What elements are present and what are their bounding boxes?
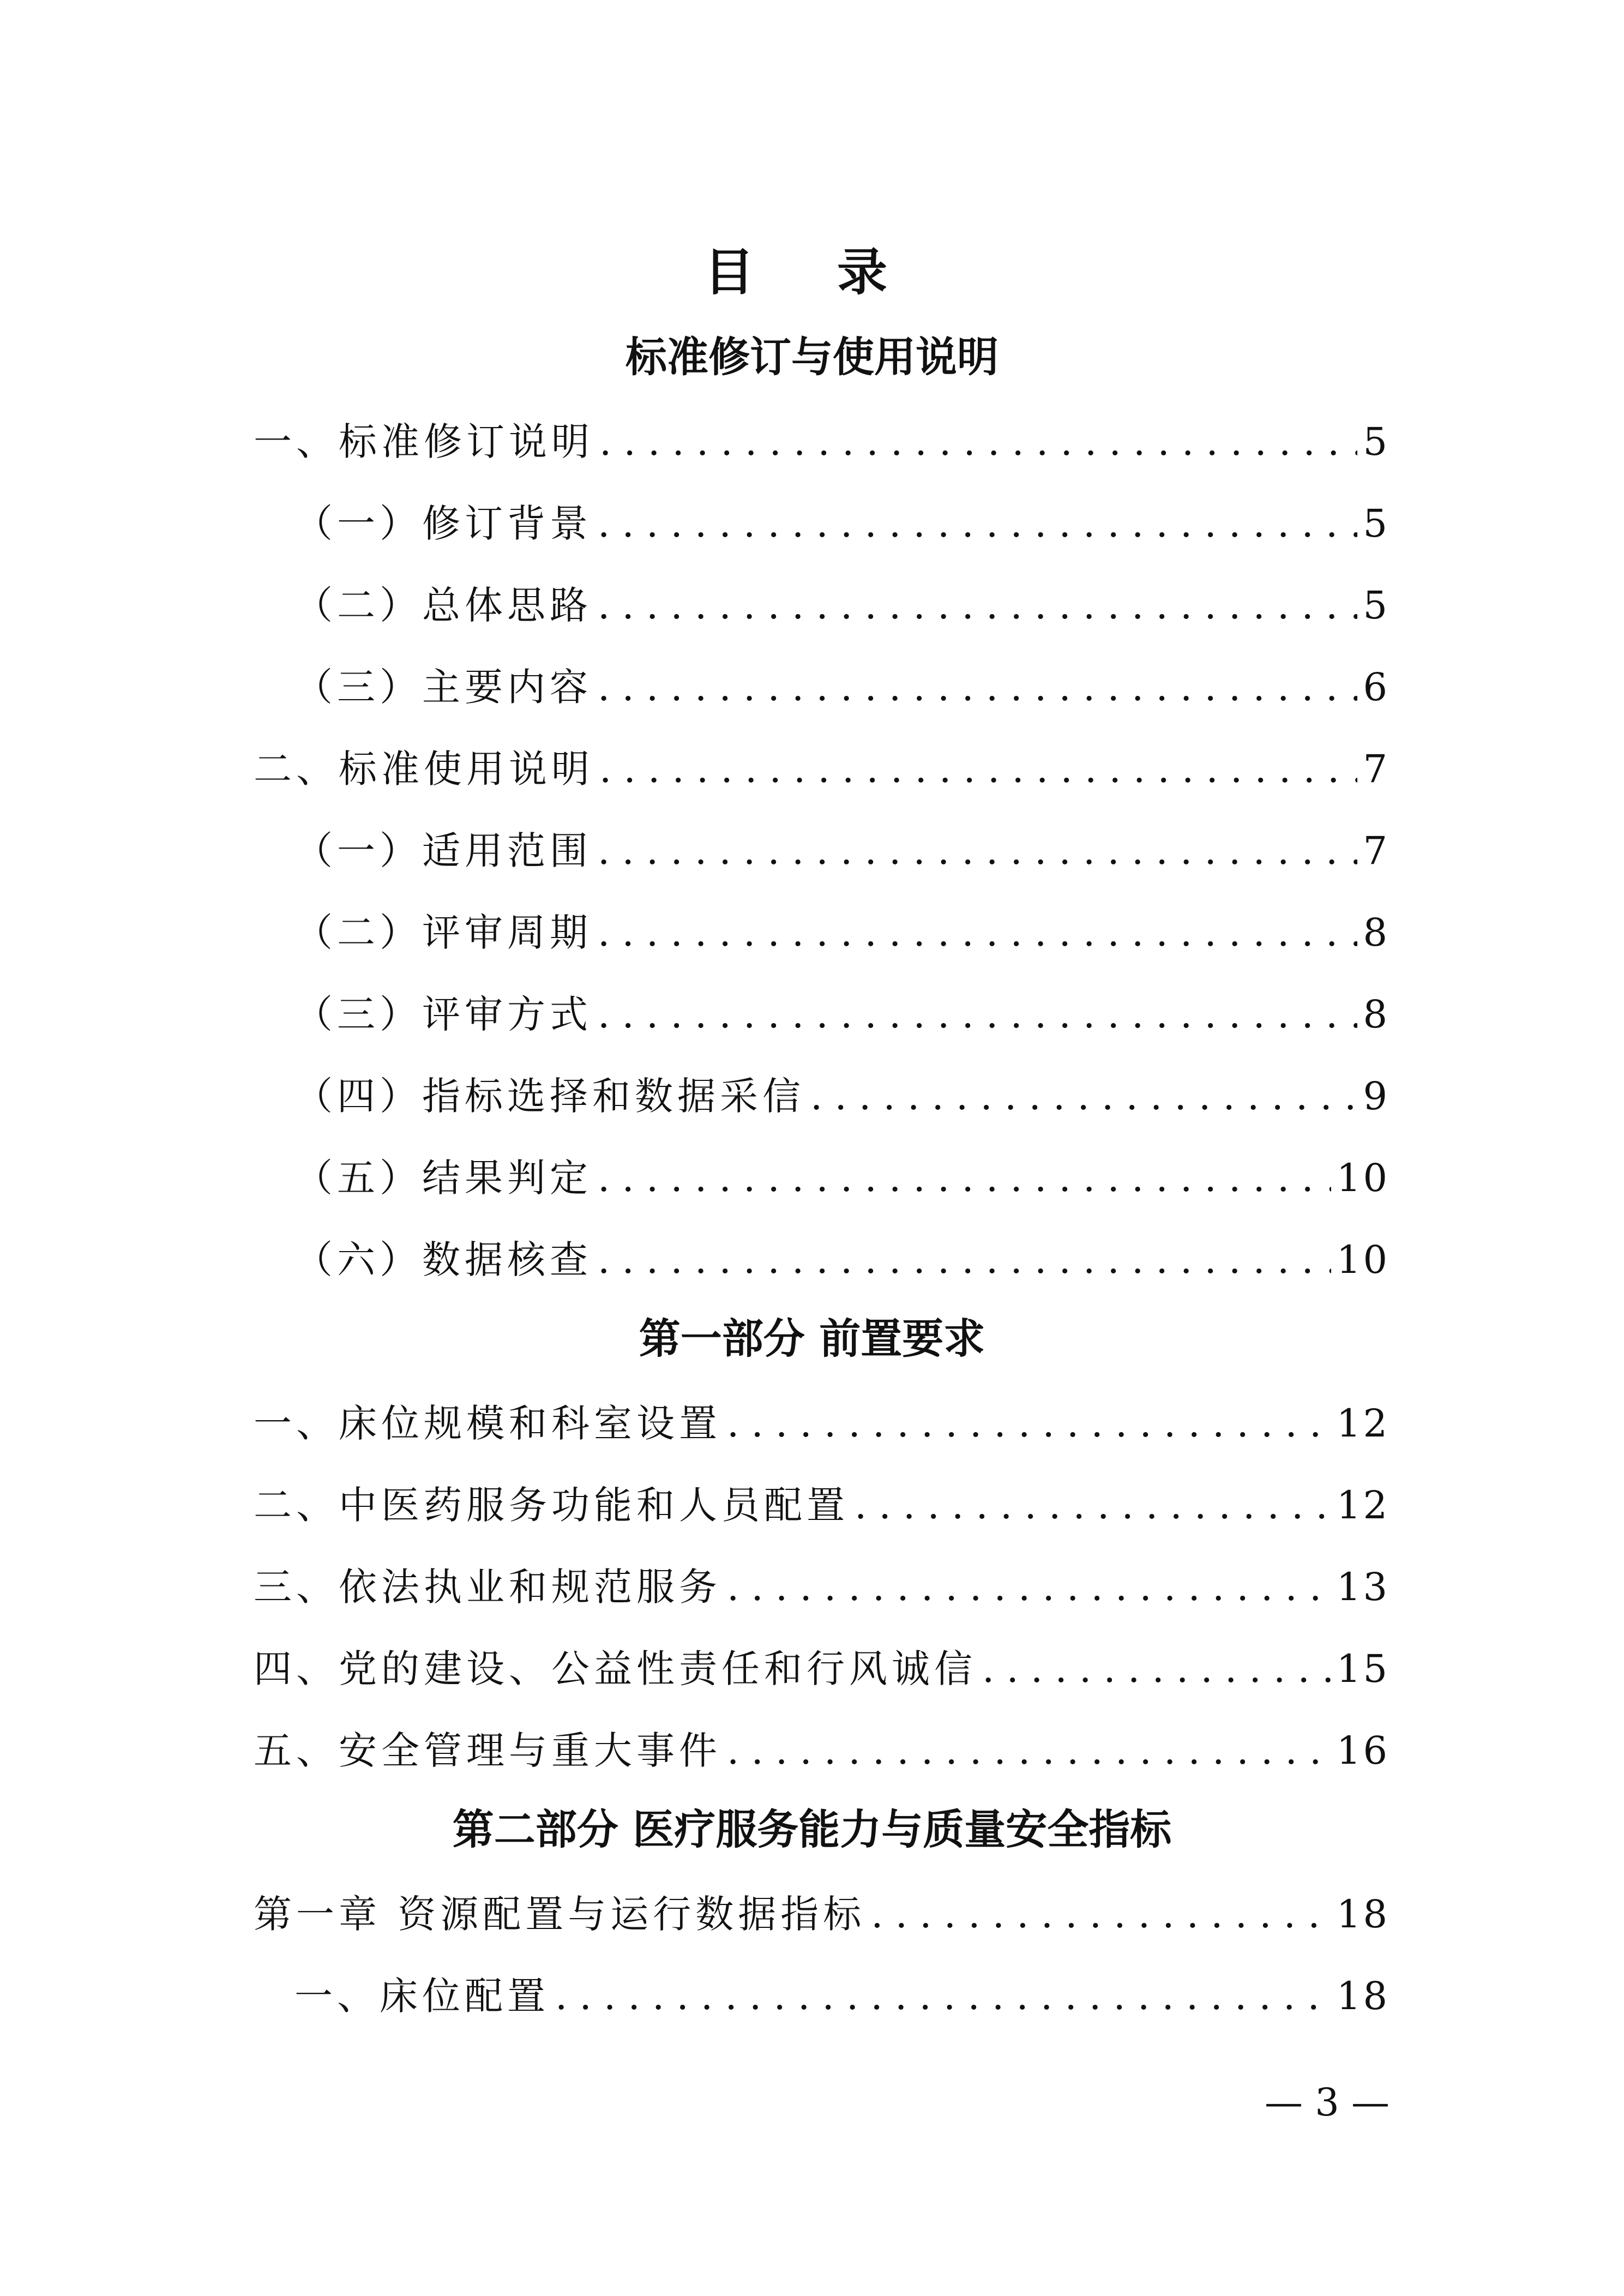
toc-entry[interactable] xyxy=(294,1233,1390,1287)
toc-entry-label: 一、床位配置 xyxy=(294,1974,550,2018)
toc-entry-label: （四）指标选择和数据采信 xyxy=(294,1074,805,1119)
page-title: 目 录 xyxy=(703,243,921,302)
toc-entry[interactable] xyxy=(294,1069,1390,1123)
toc-entry[interactable] xyxy=(254,1723,1390,1778)
toc-entry-page: 7 xyxy=(1363,747,1390,791)
toc-leader-dots xyxy=(727,1723,1331,1778)
toc-leader-dots xyxy=(727,1396,1331,1451)
toc-entry[interactable] xyxy=(254,414,1390,469)
toc-entry-page: 18 xyxy=(1336,1892,1390,1937)
toc-entry-page: 5 xyxy=(1363,501,1390,546)
toc-leader-dots xyxy=(598,578,1357,633)
toc-entry[interactable] xyxy=(254,1478,1390,1532)
toc-entry-page: 18 xyxy=(1336,1974,1390,2018)
toc-leader-dots xyxy=(598,1151,1331,1205)
toc-entry-label: 第一章 资源配置与运行数据指标 xyxy=(254,1892,866,1937)
toc-entry-label: 一、床位规模和科室设置 xyxy=(254,1401,721,1446)
toc-leader-dots xyxy=(810,1069,1357,1123)
toc-entry-label: （一）适用范围 xyxy=(294,828,592,873)
toc-leader-dots xyxy=(599,742,1357,796)
toc-leader-dots xyxy=(855,1478,1331,1532)
toc-entry-page: 13 xyxy=(1336,1565,1390,1609)
toc-entry-label: （六）数据核查 xyxy=(294,1237,592,1282)
toc-entry[interactable] xyxy=(294,824,1390,878)
toc-leader-dots xyxy=(598,987,1357,1042)
toc-entry[interactable] xyxy=(254,1396,1390,1451)
section-heading-part-two: 第二部分 医疗服务能力与质量安全指标 xyxy=(452,1805,1172,1854)
toc-entry-page: 8 xyxy=(1363,910,1390,955)
toc-entry[interactable] xyxy=(254,1887,1390,1942)
toc-entry-label: （三）评审方式 xyxy=(294,992,592,1037)
toc-leader-dots xyxy=(599,414,1357,469)
toc-entry-page: 12 xyxy=(1336,1483,1390,1528)
toc-entry[interactable] xyxy=(254,1560,1390,1614)
toc-leader-dots xyxy=(982,1642,1331,1696)
toc-entry-label: 二、标准使用说明 xyxy=(254,747,594,791)
toc-entry-label: （五）结果判定 xyxy=(294,1156,592,1200)
toc-entry-label: 五、安全管理与重大事件 xyxy=(254,1728,721,1773)
toc-entry-label: 四、党的建设、公益性责任和行风诚信 xyxy=(254,1646,977,1691)
page-number: — 3 — xyxy=(1264,2080,1390,2125)
section-heading-part-one: 第一部分 前置要求 xyxy=(639,1314,985,1363)
toc-entry-label: 一、标准修订说明 xyxy=(254,419,594,464)
toc-entry[interactable] xyxy=(294,578,1390,633)
toc-entry[interactable] xyxy=(254,1642,1390,1696)
toc-entry[interactable] xyxy=(294,905,1390,960)
toc-entry-page: 10 xyxy=(1336,1156,1390,1200)
toc-leader-dots xyxy=(598,660,1357,714)
toc-entry[interactable] xyxy=(294,496,1390,551)
toc-leader-dots xyxy=(598,824,1357,878)
toc-leader-dots xyxy=(871,1887,1331,1942)
toc-entry[interactable] xyxy=(254,742,1390,796)
toc-entry[interactable] xyxy=(294,1969,1390,2023)
toc-entry[interactable] xyxy=(294,1151,1390,1205)
toc-entry-label: 二、中医药服务功能和人员配置 xyxy=(254,1483,849,1528)
toc-entry-page: 7 xyxy=(1363,828,1390,873)
toc-entry-page: 15 xyxy=(1336,1646,1390,1691)
toc-entry-page: 8 xyxy=(1363,992,1390,1037)
toc-entry-label: （二）总体思路 xyxy=(294,583,592,628)
toc-entry-page: 5 xyxy=(1363,583,1390,628)
toc-entry-label: （三）主要内容 xyxy=(294,665,592,710)
toc-entry[interactable] xyxy=(294,660,1390,714)
section-heading-usage-notes: 标准修订与使用说明 xyxy=(625,333,999,381)
toc-entry-page: 16 xyxy=(1336,1728,1390,1773)
toc-entry-label: 三、依法执业和规范服务 xyxy=(254,1565,721,1609)
toc-leader-dots xyxy=(598,1233,1331,1287)
toc-entry-page: 10 xyxy=(1336,1237,1390,1282)
toc-entry-page: 9 xyxy=(1363,1074,1390,1119)
toc-leader-dots xyxy=(555,1969,1331,2023)
toc-leader-dots xyxy=(598,496,1357,551)
toc-leader-dots xyxy=(727,1560,1331,1614)
toc-entry[interactable] xyxy=(294,987,1390,1042)
toc-entry-page: 5 xyxy=(1363,419,1390,464)
toc-entry-page: 6 xyxy=(1363,665,1390,710)
toc-entry-page: 12 xyxy=(1336,1401,1390,1446)
toc-entry-label: （二）评审周期 xyxy=(294,910,592,955)
toc-leader-dots xyxy=(598,905,1357,960)
toc-entry-label: （一）修订背景 xyxy=(294,501,592,546)
